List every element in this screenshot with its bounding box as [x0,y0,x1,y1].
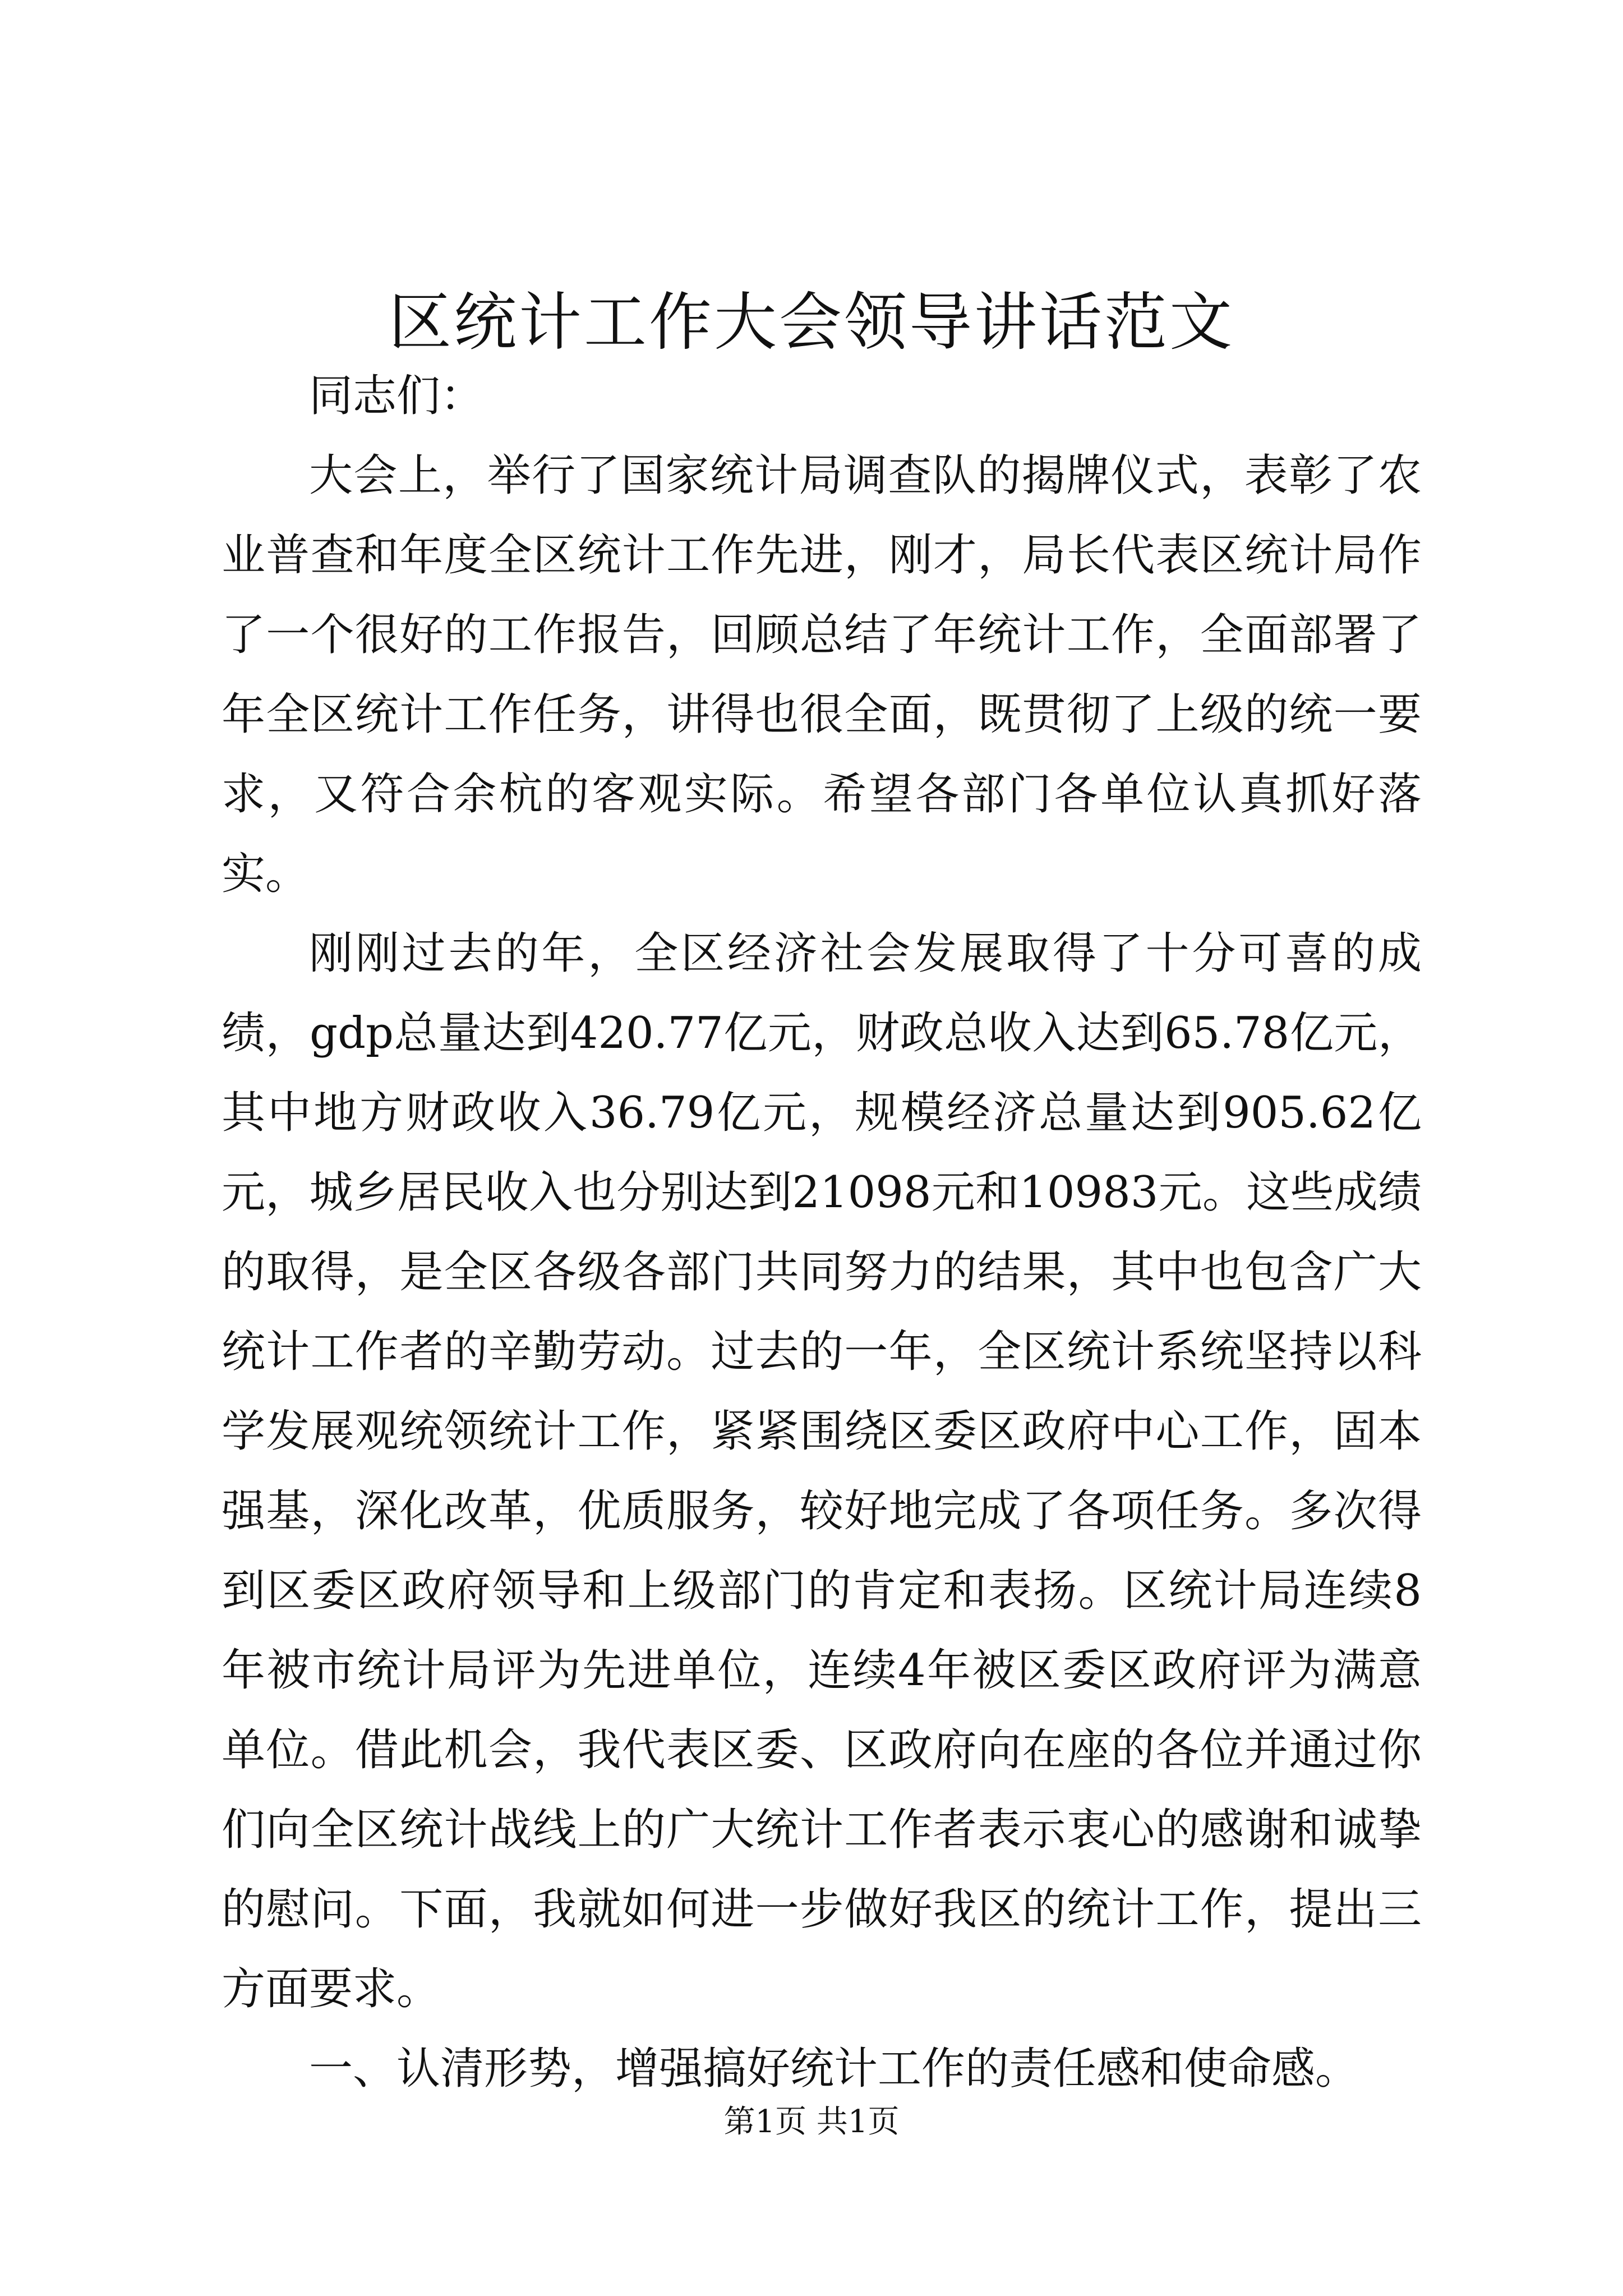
document-body [222,356,1422,2109]
paragraph-2: 刚刚过去的年，全区经济社会发展取得了十分可喜的成绩，gdp总量达到420.77亿元，财政总收入达到65.78亿元，其中地方财政收入36.79亿元，规模经济总量达到905.62亿元，城乡居民收入也分别达到21098元和10983元。这些成绩的取得，是全区各级各部门共同努力的结果，其中也包含广大统计工作者的辛勤劳动。过去的一年，全区统计系统坚持以科学发展观统领统计工作，紧紧围绕区委区政府中心工作，固本强基，深化改革，优质服务，较好地完成了各项任务。多次得到区委区政府领导和上级部门的肯定和表扬。区统计局连续8年被市统计局评为先进单位，连续4年被区委区政府评为满意单位。借此机会，我代表区委、区政府向在座的各位并通过你们向全区统计战线上的广大统计工作者表示衷心的感谢和诚挚的慰问。下面，我就如何进一步做好我区的统计工作，提出三方面要求。 [222,928,1422,2014]
paragraph-1: 大会上，举行了国家统计局调查队的揭牌仪式，表彰了农业普查和年度全区统计工作先进，刚才，局长代表区统计局作了一个很好的工作报告，回顾总结了年统计工作，全面部署了年全区统计工作任务，讲得也很全面，既贯彻了上级的统一要求，又符合余杭的客观实际。希望各部门各单位认真抓好落实。 [222,450,1422,899]
salutation: 同志们： [309,371,485,421]
paragraph-3-heading: 一、认清形势，增强搞好统计工作的责任感和使命感。 [309,2044,1359,2094]
document-title: 区统计工作大会领导讲话范文 [389,286,1234,359]
page-footer: 第1页 共1页 [723,2104,900,2140]
